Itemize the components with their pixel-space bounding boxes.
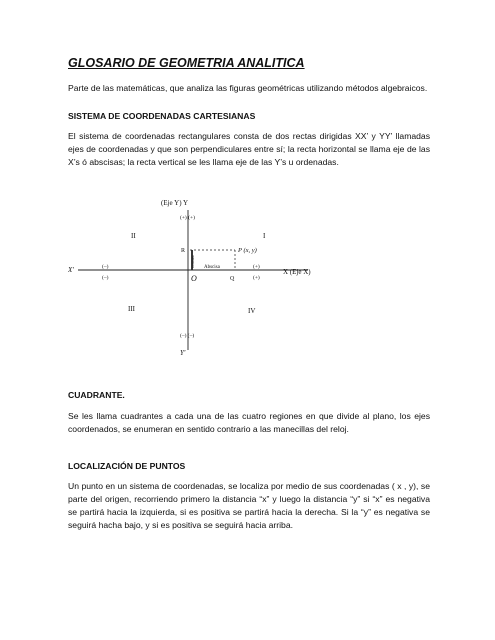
abscisa-label: Abscisa xyxy=(204,265,220,270)
x-prime-label: X' xyxy=(68,266,74,274)
cuadrante-paragraph: Se les llama cuadrantes a cada una de las cuatro regiones en que divide al plano, los ejes coordenados, se enumeran en sentido contrario a las manecillas del reloj. xyxy=(68,411,430,434)
point-r-label: R xyxy=(181,248,186,254)
sign-right-bottom: (+) xyxy=(253,275,260,281)
quadrant-ii: II xyxy=(131,232,136,240)
section-heading-coordinates: SISTEMA DE COORDENADAS CARTESIANAS xyxy=(68,111,256,121)
section-heading-localizacion: LOCALIZACIÓN DE PUNTOS xyxy=(68,461,186,471)
coordinates-paragraph: El sistema de coordenadas rectangulares consta de dos rectas dirigidas XX’ y YY’ llamadas ejes de coordenadas y que son perpendiculares entre sí; la recta horizontal se llama eje de las X’s ó abscisas; la recta vertical se les llama eje de las Y’s u ordenadas. xyxy=(68,131,430,167)
localizacion-paragraph: Un punto en un sistema de coordenadas, se localiza por medio de sus coordenadas ( x , y), se parte del origen, recorriendo primero la distancia “x” y luego la distancia “y” si “x” es negativa se partirá hacia la izquierda, si es positiva se partirá hacia la derecha. Si la “y” es negativa se seguirá hacha bajo, y si es positiva se seguirá hacia arriba. xyxy=(68,481,430,530)
sign-bottom: (–) (–) xyxy=(180,333,195,339)
sign-left-bottom: (–) xyxy=(102,275,109,281)
sign-left-top: (–) xyxy=(102,264,109,270)
quadrant-iv: IV xyxy=(248,307,256,315)
point-p-label: P (x, y) xyxy=(238,247,257,254)
sign-top: (+) (+) xyxy=(180,215,195,221)
section-heading-cuadrante: CUADRANTE. xyxy=(68,390,125,400)
quadrant-i: I xyxy=(263,232,266,240)
x-axis-label: X (Eje X) xyxy=(283,268,311,276)
y-axis-label: (Eje Y) Y xyxy=(161,199,189,207)
point-q-label: Q xyxy=(230,276,235,282)
quadrant-iii: III xyxy=(128,305,135,313)
origin-label: O xyxy=(191,274,197,283)
page-title: GLOSARIO DE GEOMETRIA ANALITICA xyxy=(68,56,305,70)
intro-paragraph: Parte de las matemáticas, que analiza las figuras geométricas utilizando métodos algebraicos. xyxy=(68,83,428,93)
sign-right-top: (+) xyxy=(253,264,260,270)
y-prime-label: Y' xyxy=(180,349,186,357)
cartesian-plane-figure xyxy=(68,192,430,364)
ordenada-label: Ordenada xyxy=(191,255,195,268)
